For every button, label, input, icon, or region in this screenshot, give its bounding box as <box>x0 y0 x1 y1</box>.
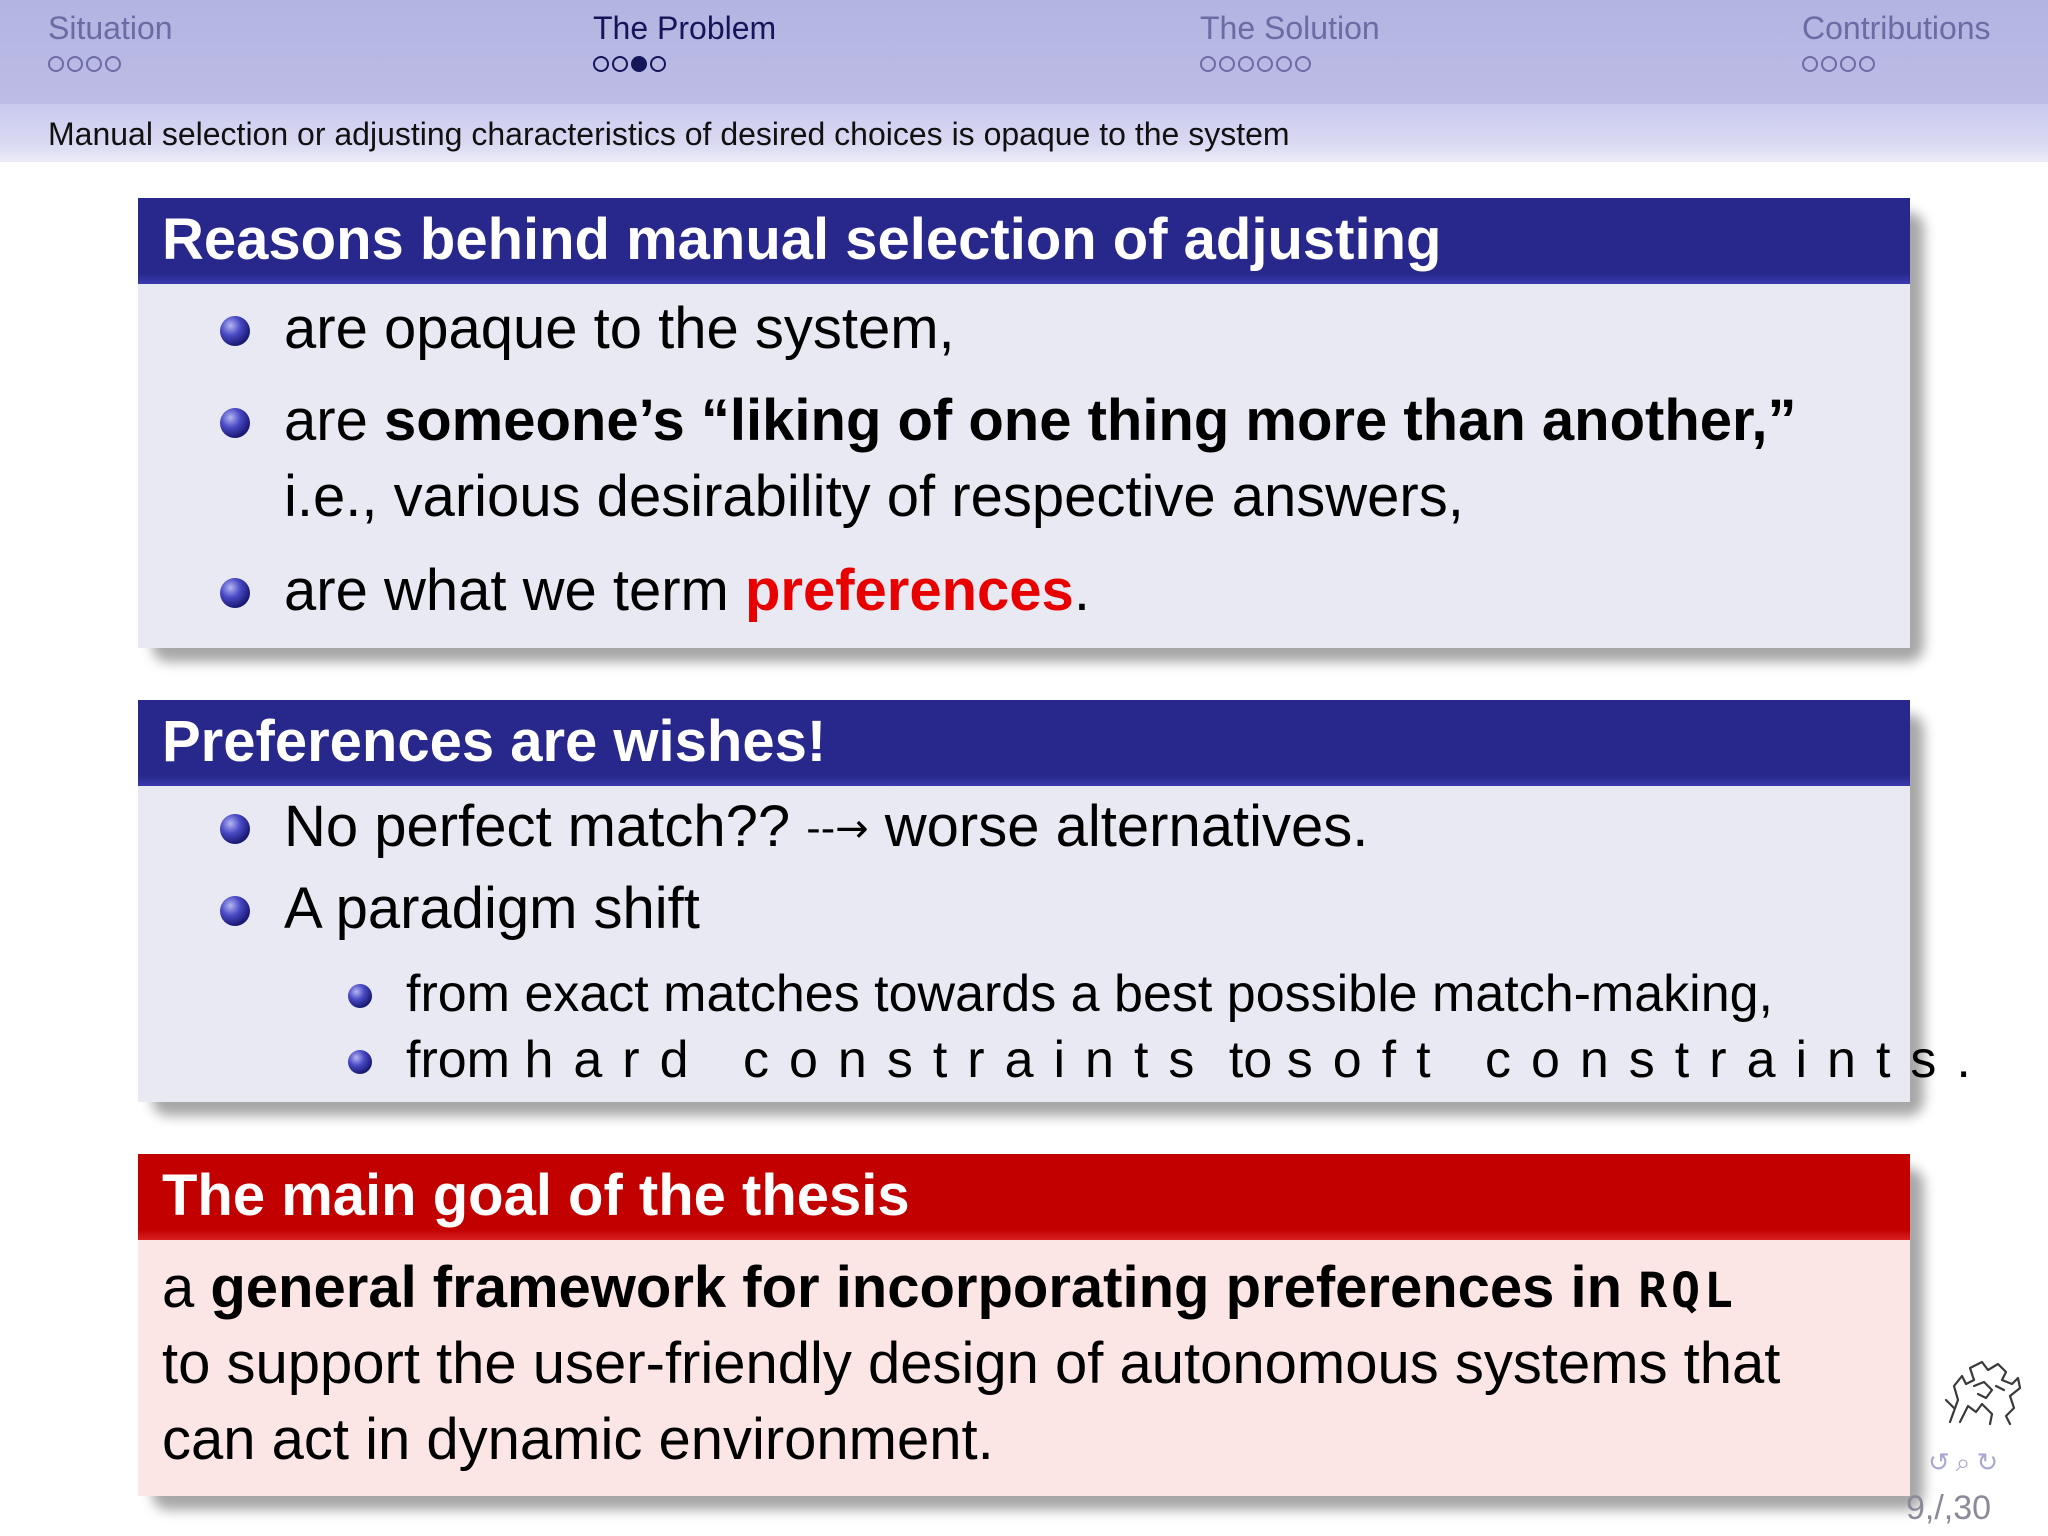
frame-dot[interactable] <box>593 56 609 72</box>
university-lion-logo-icon <box>1940 1356 2024 1428</box>
item-text: i.e., various desirability of respective answers, <box>284 464 1464 529</box>
frame-dot[interactable] <box>1219 56 1235 72</box>
rql-term: RQL <box>1638 1263 1737 1319</box>
goal-text-line: can act in dynamic environment. <box>162 1407 994 1472</box>
goal-text-line: to support the user-friendly design of autonomous systems that <box>162 1331 1781 1396</box>
goal-text: a <box>162 1255 211 1320</box>
sub-bullet-icon <box>348 1050 372 1074</box>
bullet-icon <box>220 578 250 608</box>
current-frame-dot[interactable] <box>631 56 647 72</box>
frame-dot[interactable] <box>1238 56 1254 72</box>
frame-dots <box>48 52 173 76</box>
item-text: . <box>1073 558 1090 623</box>
list-item <box>284 872 700 946</box>
item-text: are opaque to the system, <box>284 296 955 361</box>
nav-section-title[interactable]: The Problem <box>593 10 777 46</box>
frame-dot[interactable] <box>650 56 666 72</box>
frame-dot[interactable] <box>1802 56 1818 72</box>
block-body <box>138 1240 1910 1496</box>
bullet-icon <box>220 814 250 844</box>
beamer-navigation-symbols[interactable]: ↺⌕↻ <box>1928 1448 2005 1478</box>
nav-section-contributions[interactable] <box>1802 8 1991 76</box>
block-body <box>138 284 1910 648</box>
frame-dot[interactable] <box>1295 56 1311 72</box>
frame-dot[interactable] <box>1257 56 1273 72</box>
frame-dot[interactable] <box>1276 56 1292 72</box>
item-text: are <box>284 388 384 453</box>
block-title: Preferences are wishes! <box>138 700 1910 786</box>
bullet-icon <box>220 316 250 346</box>
nav-section-title[interactable]: Situation <box>48 10 173 46</box>
sub-bullet-icon <box>348 984 372 1008</box>
frame-dot[interactable] <box>67 56 83 72</box>
item-text: are what we term <box>284 558 745 623</box>
spaced-term: hard constraints <box>524 1031 1215 1089</box>
bullet-icon <box>220 408 250 438</box>
frame-dot[interactable] <box>1200 56 1216 72</box>
frame-dot[interactable] <box>86 56 102 72</box>
item-bold-text: someone’s “liking of one thing more than another,” <box>383 388 1797 453</box>
page-number: 9,/,30 <box>1906 1489 1992 1527</box>
block-title: Reasons behind manual selection of adjusting <box>138 198 1910 284</box>
sub-list-item <box>406 962 1773 1026</box>
item-text: A paradigm shift <box>284 876 700 941</box>
nav-section-the-problem[interactable] <box>593 8 776 76</box>
nav-section-title[interactable]: Contributions <box>1802 10 1991 46</box>
block-title: The main goal of the thesis <box>138 1154 1910 1240</box>
bullet-icon <box>220 896 250 926</box>
subsection-bar <box>0 104 2048 162</box>
goal-text-line <box>162 1250 1737 1329</box>
highlighted-term: preferences <box>744 558 1074 623</box>
frame-dot[interactable] <box>48 56 64 72</box>
nav-section-title[interactable]: The Solution <box>1200 10 1380 46</box>
nav-section-situation[interactable] <box>48 8 173 76</box>
list-item <box>284 790 1368 866</box>
list-item <box>284 292 955 366</box>
list-item <box>284 384 1797 458</box>
item-text: from exact matches towards a best possible match-making, <box>406 965 1774 1023</box>
block-main-goal <box>138 1154 1910 1496</box>
frame-dot[interactable] <box>1840 56 1856 72</box>
frame-dot[interactable] <box>1859 56 1875 72</box>
goal-bold-text: general framework for incorporating preferences in <box>210 1255 1623 1320</box>
frame-dot[interactable] <box>1821 56 1837 72</box>
item-text: worse alternatives. <box>884 794 1369 859</box>
block-body <box>138 786 1991 1102</box>
list-item-continuation <box>284 460 1464 534</box>
frame-subtitle: Manual selection or adjusting characteristics of desired choices is opaque to the system <box>48 116 1290 152</box>
spaced-term: soft constraints. <box>1286 1031 1991 1089</box>
nav-section-the-solution[interactable] <box>1200 8 1380 76</box>
item-text: from <box>406 1031 510 1089</box>
block-preferences-wishes <box>138 700 1991 1102</box>
sub-list-item <box>406 1028 1991 1092</box>
frame-dots <box>593 52 776 76</box>
block-reasons <box>138 198 1910 648</box>
frame-dots <box>1802 52 1991 76</box>
section-navigation <box>0 0 2048 104</box>
frame-dot[interactable] <box>612 56 628 72</box>
list-item <box>284 554 1090 628</box>
frame-dots <box>1200 52 1380 76</box>
dashed-arrow-icon: --→ <box>806 806 869 852</box>
item-text: No perfect match?? <box>284 794 791 859</box>
frame-dot[interactable] <box>105 56 121 72</box>
item-text: to <box>1228 1031 1273 1089</box>
